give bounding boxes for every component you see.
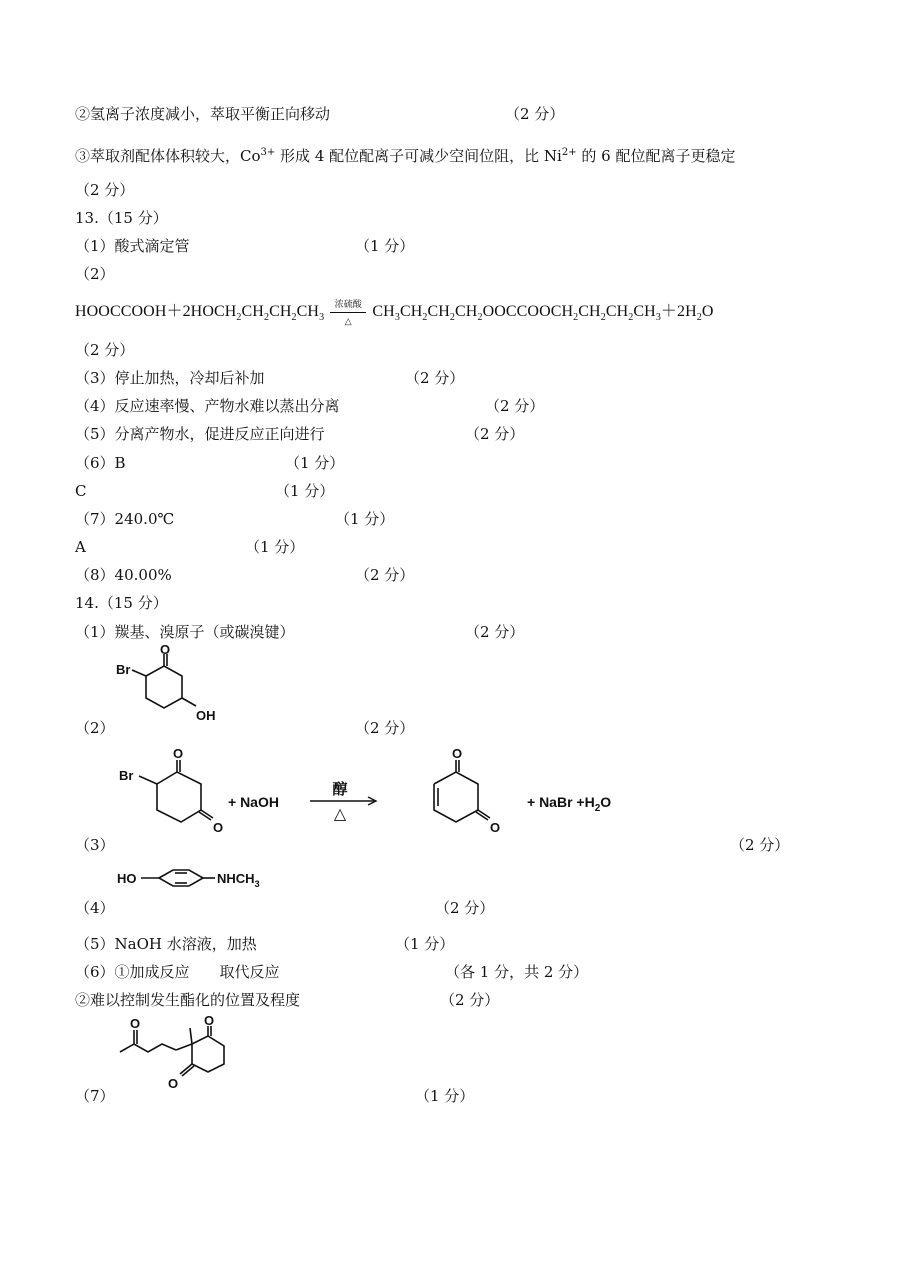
answer-line: （7）240.0℃ (75, 510, 175, 528)
score: （2 分） (505, 105, 565, 123)
svg-text:O: O (168, 1076, 179, 1091)
esterification-equation: $HOOCCOOH+2HOCH_2CH_2CH_2CH_3$ 浓硫酸 △ $CH_3CH_2CH_2CH_2OOCCOOCH_2CH_2CH_2CH_3+2H_2O$ (75, 299, 714, 327)
question-heading: 14.（15 分） (75, 594, 168, 612)
svg-text:NHCH3: $NHCH_3$ (217, 871, 260, 889)
svg-text:O: O (173, 746, 184, 761)
svg-text:Br: Br (116, 662, 131, 677)
score: （2 分） (75, 341, 135, 359)
answer-line: （2） (75, 265, 115, 283)
svg-text:O: O (160, 642, 171, 657)
svg-text:Br: Br (119, 768, 134, 783)
answer-line: （3） (75, 836, 115, 854)
answer-line: （6）①加成反应 取代反应 (75, 963, 280, 981)
svg-text:OH: OH (196, 708, 216, 723)
score: （2 分） (355, 566, 415, 584)
score: （1 分） (355, 237, 415, 255)
score: （2 分） (75, 181, 135, 199)
answer-line: （5）NaOH 水溶液，加热 (75, 935, 257, 953)
answer-line: （4） (75, 899, 115, 917)
answer-line: （4）反应速率慢、产物水难以蒸出分离 (75, 397, 340, 415)
answer-line: （8）40.00% (75, 566, 172, 584)
reaction-arrow: 浓硫酸 △ (328, 302, 368, 322)
answer-line: （5）分离产物水，促进反应正向进行 (75, 425, 325, 443)
bromo-hydroxy-cyclohexanone-structure (110, 642, 230, 728)
answer-line: （7） (75, 1087, 115, 1105)
reagent-naoh: + NaOH (228, 794, 279, 810)
answer-line: ②氢离子浓度减小，萃取平衡正向移动 (75, 105, 331, 123)
score: （1 分） (245, 538, 305, 556)
score: （2 分） (405, 369, 465, 387)
score: （1 分） (335, 510, 395, 528)
svg-text:O: O (452, 746, 463, 761)
score: （各 1 分，共 2 分） (445, 963, 589, 981)
score: （2 分） (435, 899, 495, 917)
svg-text:O: O (130, 1016, 141, 1031)
score: （1 分） (275, 482, 335, 500)
score: （2 分） (440, 991, 500, 1009)
reaction-arrow: 醇 △ (308, 778, 380, 824)
score: （2 分） (465, 623, 525, 641)
answer-line: （1）酸式滴定管 (75, 237, 190, 255)
score: （1 分） (285, 454, 345, 472)
bromo-cyclohexanedione-structure (115, 748, 225, 840)
score: （2 分） (465, 425, 525, 443)
score: （1 分） (395, 935, 455, 953)
answer-line: A (75, 538, 86, 556)
question-heading: 13.（15 分） (75, 209, 168, 227)
score: （1 分） (415, 1087, 475, 1105)
svg-text:O: O (213, 820, 224, 835)
score: （2 分） (730, 836, 790, 854)
svg-text:O: O (490, 820, 501, 835)
score: （2 分） (355, 719, 415, 737)
answer-line: （6）B (75, 454, 126, 472)
product-salt-water: + NaBr $+H_2O$ (527, 794, 612, 814)
answer-line: （3）停止加热，冷却后补加 (75, 369, 265, 387)
score: （2 分） (485, 397, 545, 415)
svg-text:HO: HO (117, 871, 137, 886)
cyclohexenedione-structure (420, 748, 520, 840)
answer-line: ②难以控制发生酯化的位置及程度 (75, 991, 301, 1009)
answer-line: （1）羰基、溴原子（或碳溴键） (75, 623, 295, 641)
answer-line: ③萃取剂配体体积较大，$Co^{3+}$ 形成 4 配位配离子可减少空间位阻，比 $Ni^{2+}$ 的 6 配位配离子更稳定 (75, 147, 736, 165)
answer-line: （2） (75, 719, 115, 737)
answer-line: C (75, 482, 87, 500)
methyl-oxobutyl-cyclohexanedione-structure (110, 1013, 260, 1096)
svg-text:O: O (204, 1013, 215, 1028)
methylaminophenol-structure (115, 864, 275, 904)
